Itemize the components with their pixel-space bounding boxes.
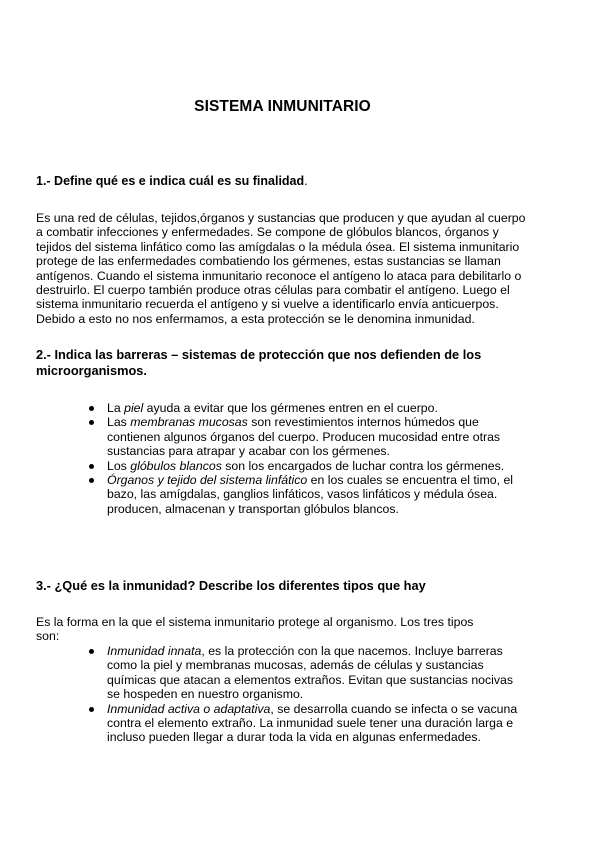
section1-heading-tail: .	[304, 174, 308, 188]
list-item	[107, 401, 577, 415]
list-item	[107, 473, 577, 516]
list-item	[107, 644, 577, 702]
barriers-list	[107, 401, 577, 516]
bullet-icon	[89, 420, 94, 425]
list-item-line	[107, 702, 577, 716]
bullet-icon	[89, 478, 94, 483]
section2-heading-line: 2.- Indica las barreras – sistemas de protección que nos defienden de los	[36, 347, 482, 362]
list-item-line: químicas que atacan a elementos extraños. Evitan que sustancias nocivas	[107, 672, 514, 687]
list-item-text: son los encargados de luchar contra los gérmenes.	[221, 458, 505, 473]
list-item-text: en los cuales se encuentra el timo, el	[307, 473, 514, 488]
paragraph-line: son:	[36, 629, 60, 644]
paragraph-line: protege de las enfermedades combatiendo los gérmenes, estas sustancias se llaman	[36, 254, 501, 269]
list-item-text: , se desarrolla cuando se infecta o se vacuna	[270, 701, 518, 716]
list-item	[107, 702, 577, 745]
bullet-icon	[89, 707, 94, 712]
list-item-text: La	[107, 401, 125, 415]
paragraph-line: sistema inmunitario recuerda el antígeno y si vuelve a identificarlo envía anticuerpos.	[36, 297, 499, 312]
list-item-line	[107, 644, 577, 658]
section3-heading: 3.- ¿Qué es la inmunidad? Describe los diferentes tipos que hay	[36, 578, 426, 593]
list-item-line: como la piel y membranas mucosas, además de células y sustancias	[107, 658, 484, 673]
list-item	[107, 415, 577, 458]
list-item-text: ayuda a evitar que los gérmenes entren en el cuerpo.	[143, 401, 438, 415]
list-item-emphasis: Órganos y tejido del sistema linfático	[107, 473, 308, 488]
paragraph-line: Es la forma en la que el sistema inmunitario protege al organismo. Los tres tipos	[36, 615, 474, 629]
paragraph-line: destruirlo. El cuerpo también produce otras células para combatir el antígeno. Luego el	[36, 283, 510, 298]
list-item-emphasis: Inmunidad activa o adaptativa	[107, 701, 271, 716]
section2-heading	[36, 347, 576, 378]
list-item-line: incluso pueden llegar a durar toda la vida en algunas enfermedades.	[107, 730, 481, 745]
page-title: SISTEMA INMUNITARIO	[194, 98, 371, 115]
list-item-text: Las	[107, 415, 131, 430]
list-item-line: sustancias para atrapar y acabar con los gérmenes.	[107, 444, 390, 459]
bullet-icon	[89, 406, 94, 411]
list-item-text: son revestimientos internos húmedos que	[247, 415, 479, 430]
list-item-text: Los	[107, 458, 131, 473]
bullet-icon	[89, 464, 94, 469]
section1-heading-text: 1.- Define qué es e indica cuál es su finalidad	[36, 174, 305, 188]
list-item-line: contienen algunos órganos del cuerpo. Producen mucosidad entre otras	[107, 429, 501, 444]
list-item	[107, 459, 577, 473]
section1-heading	[36, 174, 308, 188]
paragraph-line: tejidos del sistema linfático como las amígdalas o la médula ósea. El sistema inmunitario	[36, 239, 520, 254]
list-item-line: bazo, las amígdalas, ganglios linfáticos, vasos linfáticos y médula ósea.	[107, 487, 498, 502]
list-item-line	[107, 459, 577, 473]
paragraph-line: Debido a esto no nos enfermamos, a esta protección se le denomina inmunidad.	[36, 311, 475, 326]
list-item-text: , es la protección con la que nacemos. Incluye barreras	[201, 644, 503, 658]
list-item-emphasis: membranas mucosas	[130, 415, 248, 430]
list-item-line: se hospeden en nuestro organismo.	[107, 687, 304, 702]
list-item-line: contra el elemento extraño. La inmunidad suele tener una duración larga e	[107, 716, 514, 731]
list-item-emphasis: Inmunidad innata	[107, 644, 202, 658]
paragraph-line: Es una red de células, tejidos,órganos y sustancias que producen y que ayudan al cuerpo	[36, 211, 526, 225]
list-item-line: producen, almacenan y transportan glóbulos blancos.	[107, 501, 399, 516]
paragraph-line: antígenos. Cuando el sistema inmunitario reconoce el antígeno lo ataca para debilitarlo o	[36, 268, 522, 283]
list-item-line	[107, 415, 577, 429]
section3-intro	[36, 615, 576, 644]
immunity-list	[107, 644, 577, 745]
list-item-emphasis: glóbulos blancos	[130, 458, 222, 473]
section2-heading-line: microorganismos.	[36, 362, 147, 378]
list-item-emphasis: piel	[124, 401, 144, 415]
list-item-line	[107, 401, 577, 415]
list-item-line	[107, 473, 577, 487]
section1-paragraph	[36, 211, 576, 326]
bullet-icon	[89, 649, 94, 654]
paragraph-line: a combatir infecciones y enfermedades. Se compone de glóbulos blancos, órganos y	[36, 225, 499, 240]
